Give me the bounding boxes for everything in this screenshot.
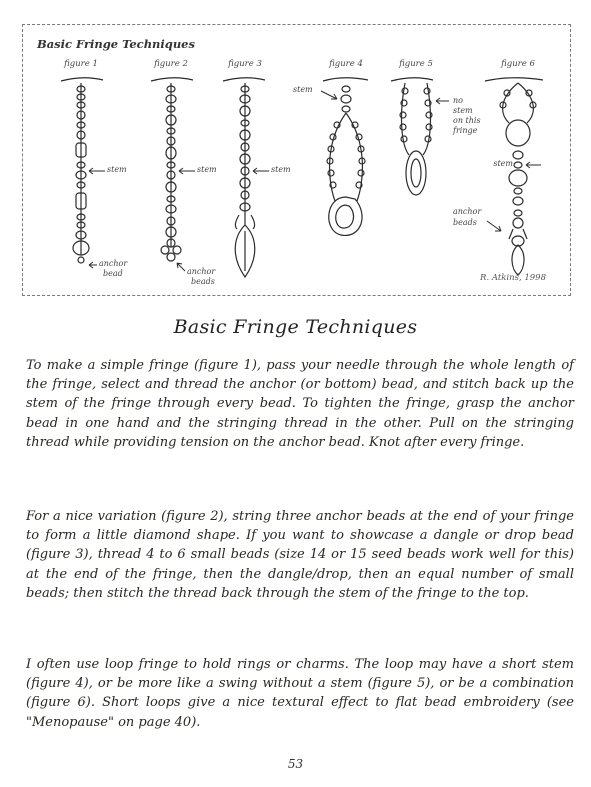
fringe-illustration [22, 24, 571, 296]
fringe-drawing [23, 25, 572, 297]
on-this-fringe-note-line-2: fringe [453, 126, 478, 135]
paragraph-loop-fringe: I often use loop fringe to hold rings or charms. The loop may have a short stem (figure 4), or be more like a swing without a stem (figure 5), or be a combination (figure 6). Short loops give a nice textural effect to flat bead embroidery (see "Menopause" on page 40). [26, 657, 574, 730]
figure-1-drawing [73, 83, 89, 263]
figure-2-drawing [161, 83, 181, 261]
figure-3-label: figure 3 [228, 59, 262, 69]
paragraph-variation: For a nice variation (figure 2), string three anchor beads at the end of your fringe to form a little diamond shape. If you want to showcase a dangle or drop bead (figure 3), thread 4 to 6 small beads (size 14 or 15 seed beads work well for this) at the end of the fringe, then the dangle/drop, then an equal number of small beads; then stitch the thread back through the stem of the fringe to the top. [26, 509, 574, 601]
figure-5-drawing [400, 83, 432, 195]
page-number: 53 [287, 757, 304, 771]
anchor-bead-note-line-1: anchor [99, 259, 128, 268]
illustration-title: Basic Fringe Techniques [37, 37, 195, 51]
stem-note-figure-6: stem [493, 159, 513, 168]
figure-6-label: figure 6 [501, 59, 535, 69]
no-stem-note-line-2: stem [453, 106, 473, 115]
stem-note-figure-1: stem [107, 165, 127, 174]
section-heading: Basic Fringe Techniques [173, 316, 418, 338]
figure-1-label: figure 1 [64, 59, 98, 69]
no-stem-note-line-1: no [453, 96, 463, 105]
stem-note-figure-3: stem [271, 165, 291, 174]
anchor-beads-note-figure-6-line-1: anchor [453, 207, 482, 216]
anchor-beads-note-figure-2-line-2: beads [191, 277, 215, 286]
anchor-beads-note-figure-6-line-2: beads [453, 218, 477, 227]
figure-4-label: figure 4 [329, 59, 363, 69]
on-this-fringe-note-line-1: on this [453, 116, 481, 125]
stem-note-figure-4: stem [293, 85, 313, 94]
figure-5-label: figure 5 [399, 59, 433, 69]
figure-3-drawing [235, 83, 255, 277]
stem-note-figure-2: stem [197, 165, 217, 174]
anchor-beads-note-figure-2-line-1: anchor [187, 267, 216, 276]
figure-6-drawing [500, 83, 536, 275]
figure-4-drawing [327, 86, 365, 235]
figure-2-label: figure 2 [154, 59, 188, 69]
anchor-bead-note-line-2: bead [103, 269, 123, 278]
paragraph-simple-fringe: To make a simple fringe (figure 1), pass your needle through the whole length of the fringe, select and thread the anchor (or bottom) bead, and stitch back up the stem of the fringe through every bead. To tighten the fringe, grasp the anchor bead in one hand and the stringing thread in the other. Pull on the stringing thread while providing tension on the anchor bead. Knot after every fringe. [26, 358, 574, 450]
illustration-credit: R. Atkins, 1998 [480, 273, 546, 283]
